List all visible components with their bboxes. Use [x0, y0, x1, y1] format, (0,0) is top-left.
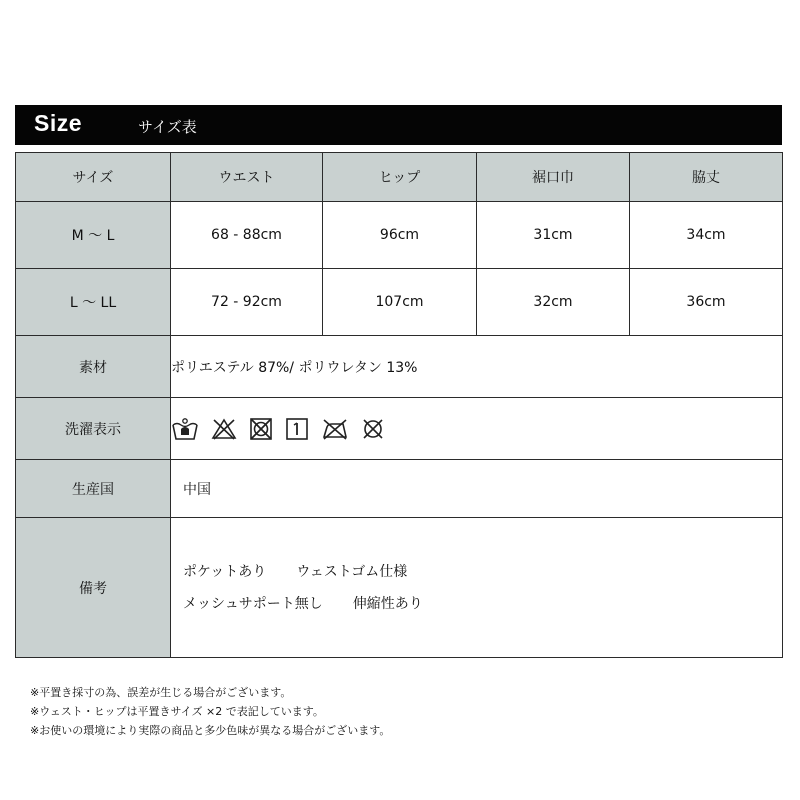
notes-line-2 [183, 588, 782, 620]
waist-value: 72 - 92cm [171, 269, 323, 336]
material-value: ポリエステル 87%/ ポリウレタン 13% [171, 336, 783, 398]
column-header-side-length: 脇丈 [630, 153, 783, 202]
side-length-value: 34cm [630, 202, 783, 269]
waist-value: 68 - 88cm [171, 202, 323, 269]
no-dry-clean-icon [361, 417, 385, 441]
footnote: ※平置き採寸の為、誤差が生じる場合がございます。 [30, 686, 292, 699]
note-item: 伸縮性あり [352, 595, 423, 612]
care-symbols [171, 398, 783, 460]
notes-row [16, 518, 783, 658]
care-label: 洗濯表示 [16, 398, 171, 460]
material-label: 素材 [16, 336, 171, 398]
column-header-hem-width: 裾口巾 [477, 153, 630, 202]
size-table [15, 152, 783, 658]
column-header-size: サイズ [16, 153, 171, 202]
hem-width-value: 31cm [477, 202, 630, 269]
row-label-size: L ～ LL [16, 269, 171, 336]
table-row [16, 202, 783, 269]
row-label-size: M ～ L [16, 202, 171, 269]
care-row [16, 398, 783, 460]
header-subtitle: サイズ表 [138, 118, 197, 136]
notes-line-1 [183, 556, 782, 588]
no-tumble-dry-icon [249, 417, 273, 441]
notes-value [171, 518, 783, 658]
column-header-waist: ウエスト [171, 153, 323, 202]
hem-width-value: 32cm [477, 269, 630, 336]
origin-country: 中国 [183, 481, 211, 498]
no-iron-icon [321, 417, 349, 441]
footnotes [30, 683, 390, 740]
origin-label: 生産国 [16, 460, 171, 518]
notes-label: 備考 [16, 518, 171, 658]
size-header-bar [15, 105, 782, 145]
footnote: ※お使いの環境により実際の商品と多少色味が異なる場合がございます。 [30, 724, 391, 737]
column-header-hip: ヒップ [323, 153, 477, 202]
material-row [16, 336, 783, 398]
origin-row [16, 460, 783, 518]
origin-value [171, 460, 783, 518]
side-length-value: 36cm [630, 269, 783, 336]
header-title: Size [34, 110, 83, 136]
no-bleach-icon [211, 417, 237, 441]
note-item: ポケットあり [183, 563, 267, 580]
note-item: メッシュサポート無し [183, 595, 323, 612]
hip-value: 96cm [323, 202, 477, 269]
note-item: ウェストゴム仕様 [296, 563, 408, 580]
hand-wash-icon [171, 417, 199, 441]
footnote: ※ウェスト・ヒップは平置きサイズ ×2 で表記しています。 [30, 705, 324, 718]
line-dry-icon [285, 417, 309, 441]
table-header-row [16, 153, 783, 202]
hip-value: 107cm [323, 269, 477, 336]
table-row [16, 269, 783, 336]
